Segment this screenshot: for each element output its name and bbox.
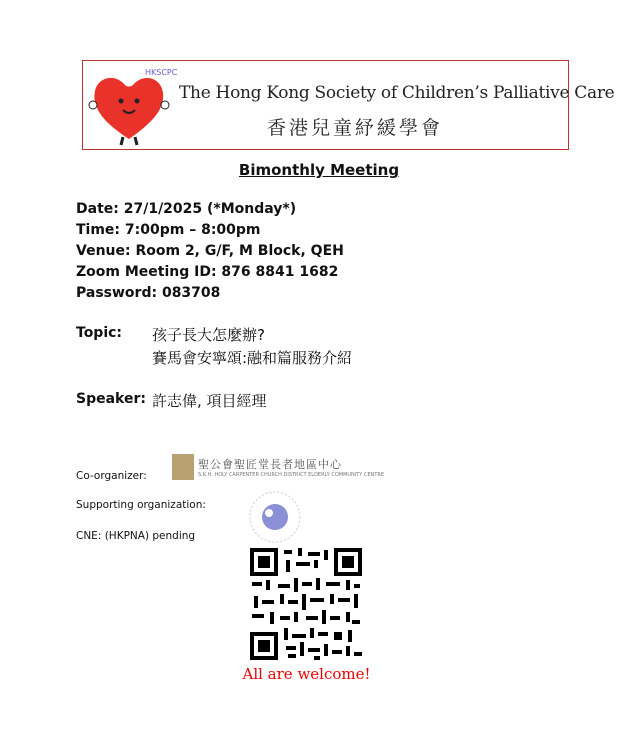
- meeting-details: [76, 199, 344, 304]
- coorganizer-logo-icon: [172, 454, 194, 480]
- topic-line-2: 賽馬會安寧頌:融和篇服務介紹: [152, 349, 353, 367]
- topic-line-1: 孩子長大怎麼辦?: [152, 326, 265, 344]
- welcome-message: All are welcome!: [242, 665, 371, 683]
- supporting-org-label: Supporting organization:: [76, 499, 206, 511]
- speaker-value: 許志偉, 項目經理: [152, 392, 267, 410]
- badge-text: HKSCPC: [145, 68, 178, 77]
- org-name-zh: 香港兒童紓緩學會: [267, 117, 444, 139]
- meeting-venue: Venue: Room 2, G/F, M Block, QEH: [76, 243, 344, 259]
- zoom-meeting-id: Zoom Meeting ID: 876 8841 1682: [76, 264, 339, 280]
- qr-code-icon[interactable]: [250, 548, 362, 660]
- cne-label: CNE: (HKPNA) pending: [76, 530, 196, 542]
- supporting-org-logo-icon: [248, 490, 302, 544]
- meeting-title: Bimonthly Meeting: [238, 161, 400, 179]
- org-name-en: The Hong Kong Society of Children’s Palliative Care: [179, 83, 615, 103]
- banner: [82, 60, 615, 150]
- speaker-label: Speaker:: [76, 391, 146, 407]
- meeting-time: Time: 7:00pm – 8:00pm: [76, 222, 261, 238]
- coorganizer-label: Co-organizer:: [76, 470, 147, 482]
- coorganizer-name-zh: 聖公會聖匠堂長者地區中心: [198, 458, 342, 471]
- coorganizer-name-en: S.K.H. HOLY CARPENTER CHURCH DISTRICT ELDERLY COMMUNITY CENTRE: [198, 472, 385, 478]
- meeting-date: Date: 27/1/2025 (*Monday*): [76, 201, 297, 217]
- heart-mascot-icon: [87, 65, 178, 149]
- topic-label: Topic:: [76, 325, 123, 341]
- meeting-password: Password: 083708: [76, 285, 221, 301]
